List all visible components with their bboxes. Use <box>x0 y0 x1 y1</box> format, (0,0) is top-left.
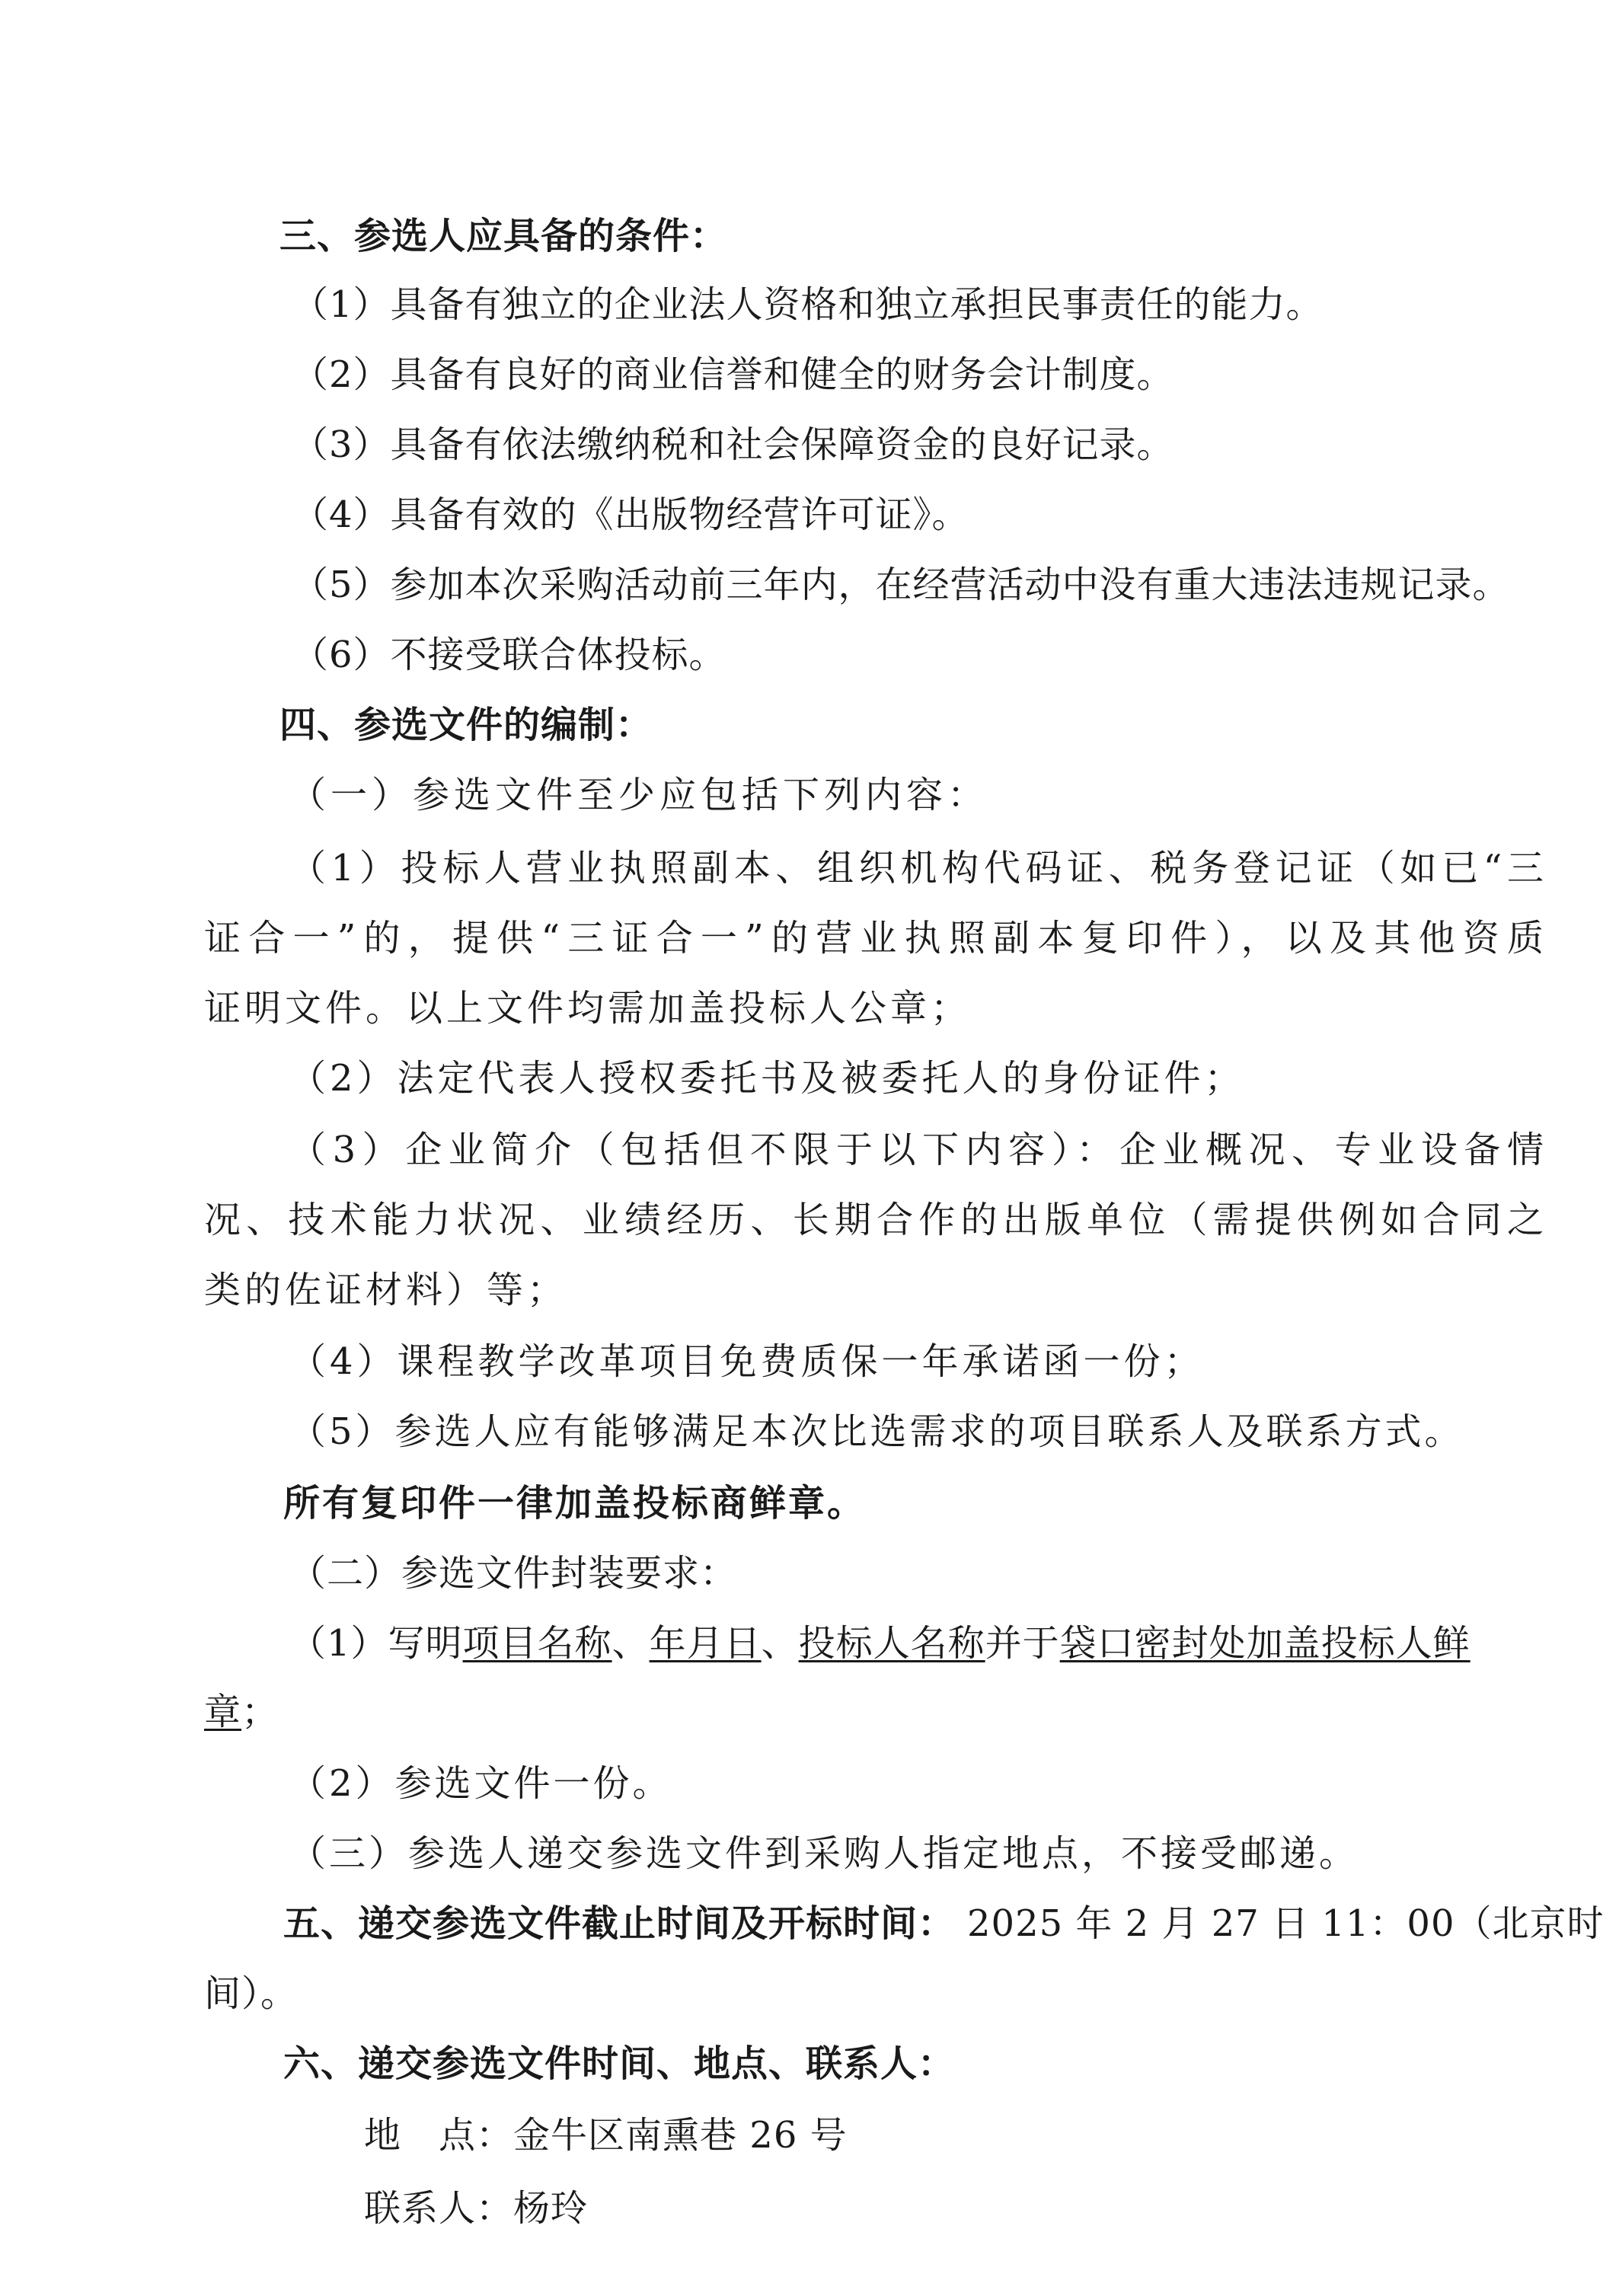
sub2-item1-end: ； <box>241 1691 279 1733</box>
section4-sub1-item3-line1: （3）企业简介（包括但不限于以下内容）：企业概况、专业设备情 <box>289 1129 1544 1171</box>
section4-sub1-item4: （4）课程教学改革项目免费质保一年承诺函一份； <box>289 1340 1205 1383</box>
section4-sub1-item1-line3: 证明文件。以上文件均需加盖投标人公章； <box>204 987 972 1030</box>
sub2-item1-mid: 并于 <box>985 1622 1060 1665</box>
section4-sub2-item2: （2）参选文件一份。 <box>289 1762 672 1805</box>
section4-sub1-item1-line1: （1）投标人营业执照副本、组织机构代码证、税务登记证（如已“三 <box>289 847 1544 889</box>
underlined-seal-instruction: 袋口密封处加盖投标人鲜 <box>1059 1622 1471 1665</box>
section4-sub1-item3-line2: 况、技术能力状况、业绩经历、长期合作的出版单位（需提供例如合同之 <box>204 1199 1544 1241</box>
section4-sub3: （三）参选人递交参选文件到采购人指定地点，不接受邮递。 <box>289 1832 1359 1875</box>
underlined-date: 年月日 <box>649 1622 762 1665</box>
section3-heading: 三、参选人应具备的条件： <box>279 215 728 257</box>
sub2-item1-sep2: 、 <box>761 1622 799 1665</box>
section6-location <box>364 2112 848 2158</box>
underlined-project-name: 项目名称 <box>462 1622 612 1665</box>
section5-time-line2: 间）。 <box>204 1972 299 2015</box>
section3-item-3: （3）具备有依法缴纳税和社会保障资金的良好记录。 <box>292 423 1174 466</box>
sub2-item1-sep1: 、 <box>612 1622 650 1665</box>
section3-item-1: （1）具备有独立的企业法人资格和独立承担民事责任的能力。 <box>292 283 1324 326</box>
section4-sub1-item3-line3: 类的佐证材料）等； <box>204 1269 568 1311</box>
section6-heading: 六、递交参选文件时间、地点、联系人： <box>283 2042 956 2085</box>
section4-sub1-item2: （2）法定代表人授权委托书及被委托人的身份证件； <box>289 1057 1245 1100</box>
underlined-seal-instruction-end: 章 <box>204 1691 242 1733</box>
underlined-bidder-name: 投标人名称 <box>798 1622 985 1665</box>
section4-heading: 四、参选文件的编制： <box>279 704 653 746</box>
section3-item-6: （6）不接受联合体投标。 <box>292 634 726 676</box>
section4-sub2-item1-cont <box>204 1689 279 1735</box>
sub2-item1-prefix: （1）写明 <box>289 1622 463 1665</box>
location-value: 金牛区南熏巷 26 号 <box>513 2114 848 2157</box>
section5-heading: 五、递交参选文件截止时间及开标时间： <box>283 1902 956 1945</box>
contact-value: 杨玲 <box>513 2187 589 2230</box>
section4-sub1-item1-line2: 证合一”的，提供“三证合一”的营业执照副本复印件），以及其他资质 <box>204 917 1544 960</box>
section4-sub2-title: （二）参选文件封装要求： <box>289 1552 738 1595</box>
section3-item-4: （4）具备有效的《出版物经营许可证》。 <box>292 493 969 536</box>
section4-sub1-title: （一）参选文件至少应包括下列内容： <box>289 774 989 816</box>
section4-sub1-item5: （5）参选人应有能够满足本次比选需求的项目联系人及联系方式。 <box>289 1410 1464 1453</box>
section3-item-2: （2）具备有良好的商业信誉和健全的财务会计制度。 <box>292 353 1174 396</box>
section3-item-5: （5）参加本次采购活动前三年内，在经营活动中没有重大违法违规记录。 <box>292 564 1510 606</box>
section5-time-line1: 2025 年 2 月 27 日 11：00（北京时 <box>967 1902 1605 1945</box>
section6-contact <box>364 2186 588 2231</box>
section4-sub1-note: 所有复印件一律加盖投标商鲜章。 <box>283 1482 867 1525</box>
contact-label: 联系人： <box>364 2187 514 2230</box>
section4-sub2-item1 <box>289 1621 1471 1666</box>
location-label: 地 点： <box>364 2114 514 2157</box>
